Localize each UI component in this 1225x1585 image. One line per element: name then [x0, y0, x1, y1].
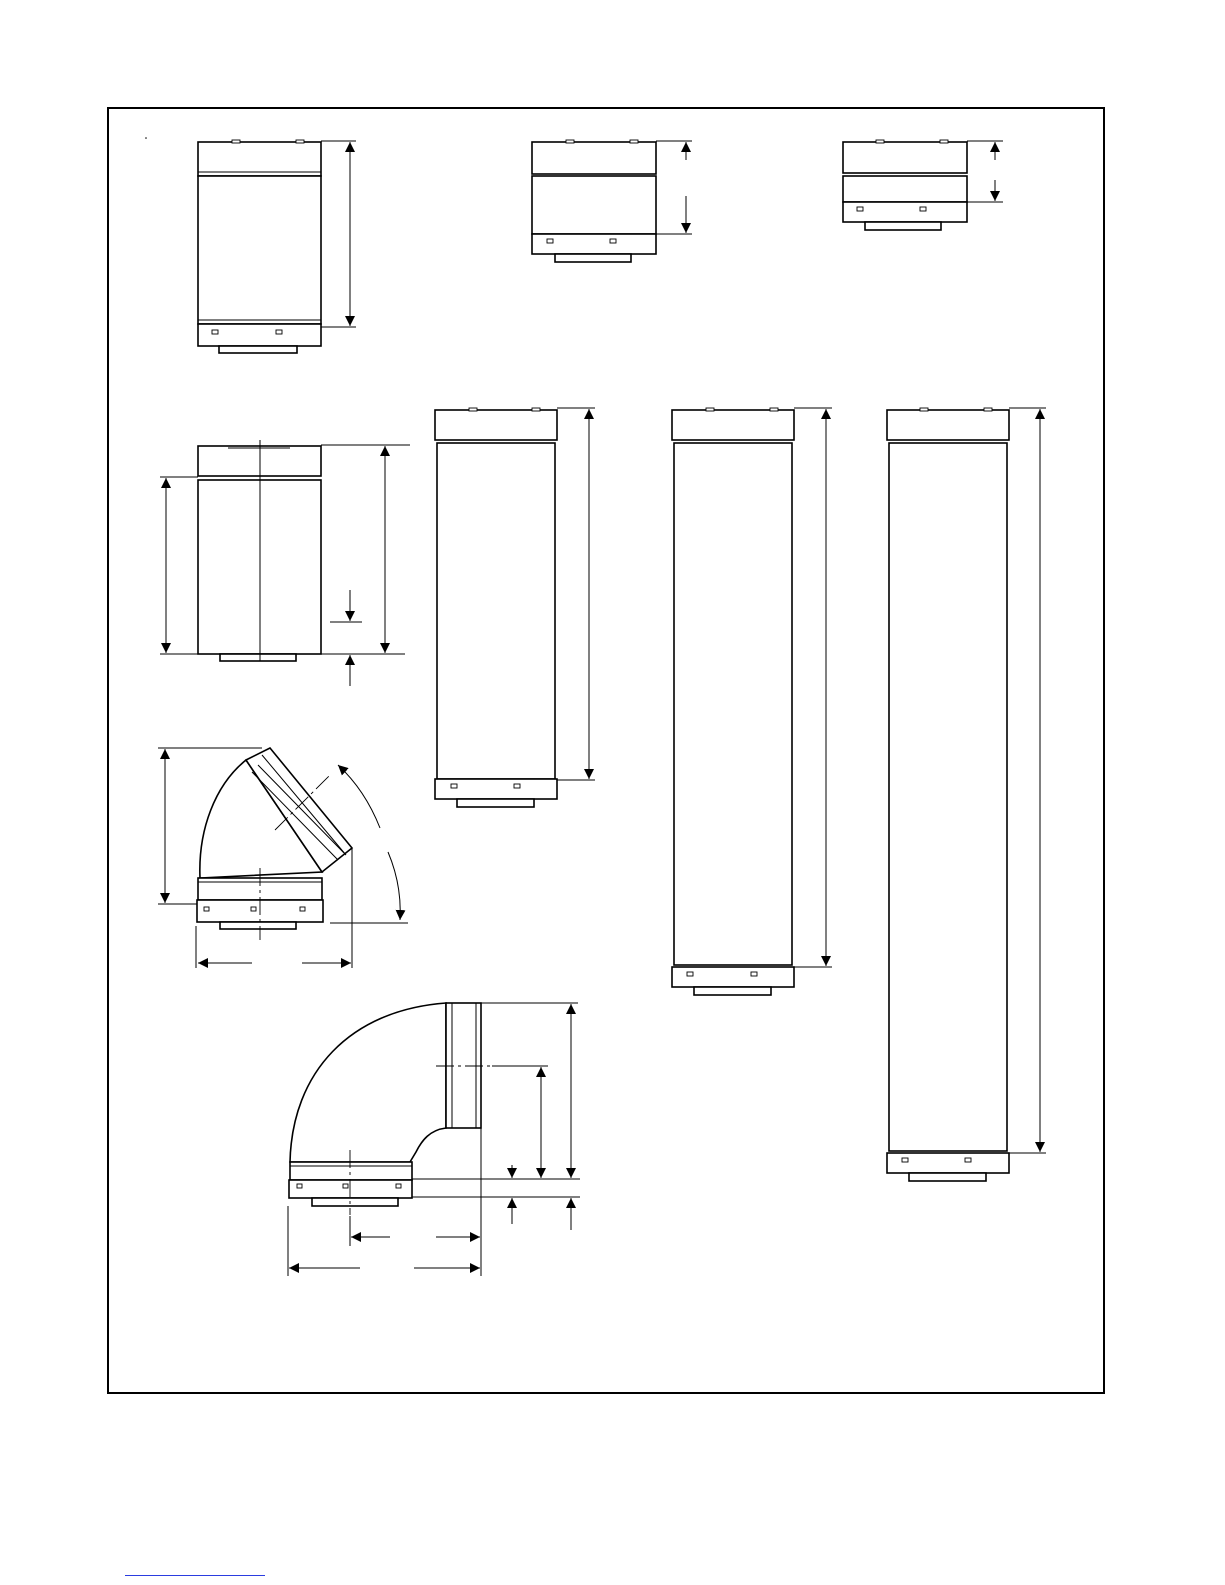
footer-link-underline[interactable]: [125, 1575, 265, 1576]
pipe-adjustable: [160, 440, 410, 686]
pipe-longest: [887, 408, 1046, 1181]
pipe-longer: [672, 408, 832, 995]
pipe-short: [532, 140, 692, 262]
pipe-shortest: [843, 140, 1003, 230]
pipe-long: [435, 408, 595, 807]
pipe-medium: [198, 140, 356, 353]
elbow-90: [288, 1003, 580, 1276]
elbow-45: [158, 748, 408, 968]
